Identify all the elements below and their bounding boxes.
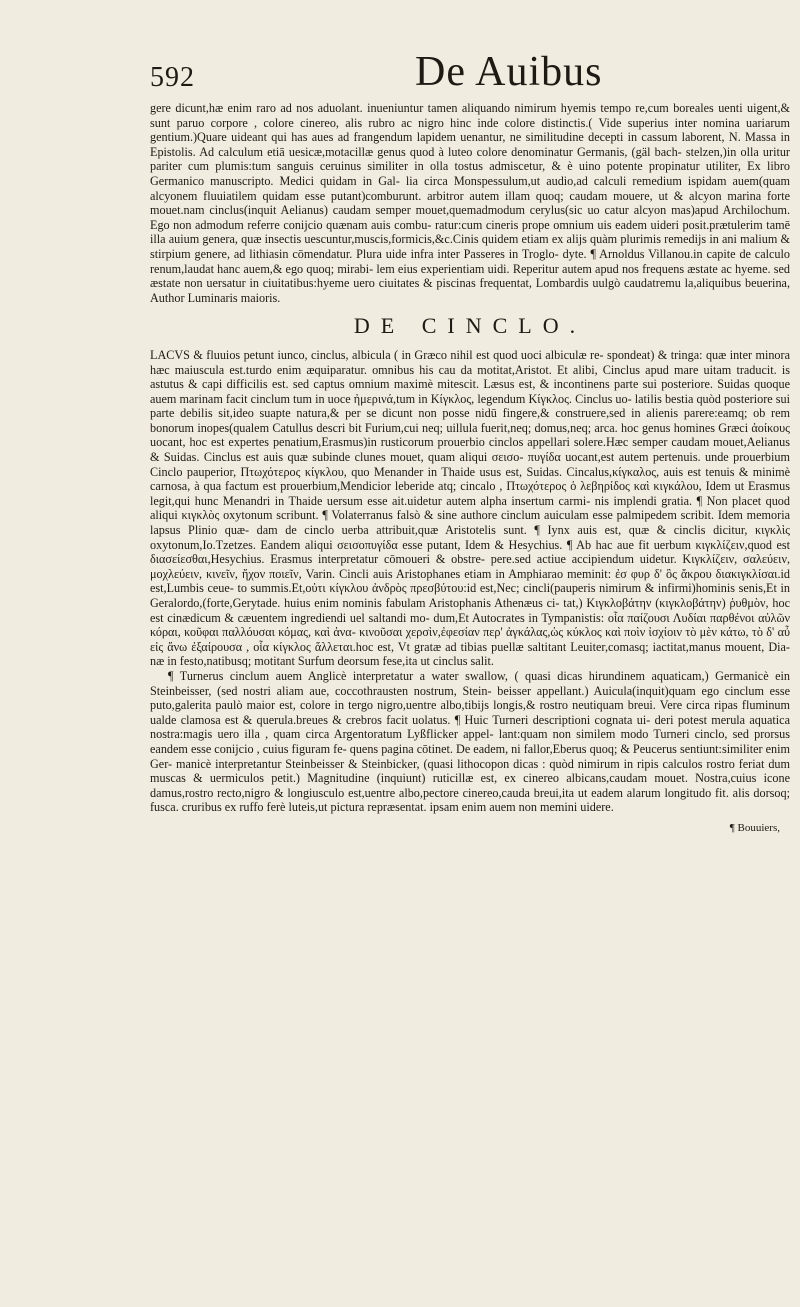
- section-heading: DE CINCLO.: [353, 313, 587, 339]
- paragraph-top: gere dicunt,hæ enim raro ad nos aduolant. inueniuntur tamen aliquando nimirum hyemis tempo re,cum boreales uenti uigent,& sunt paruo corpore , colore cinereo, alis rubro ac nigro hinc inde colore distinctis.( Vide superius inter nomina uariarum gentium.)Quare uideant qui has aues ad frangendum lapidem uenantur, ne similitudine decepti in cassum laborent, N. Massa in Epistolis. Ad calculum etiā uesicæ,motacillæ genus quod à luteo colore denominatur Germanis, (gäl bach- stelzen,)in olla uritur pariter cum plumis:tum sanguis ceruinus similiter in olla tostus admiscetur, & è uino potente propinatur utiliter, Ex libro Germanico manuscripto. Medici quidam in Gal- lia circa Monspessulum,ut audio,ad calculi remedium ispidam auem(quam alcyonem fluuiatilem quidam esse putant)comburunt. arbitror autem illam quoq; caudam mouere, ut & alcyon marina forte mouet.nam cinclus(inquit Aelianus) caudam semper mouet,quemadmodum cerylus(sic uo catur alcyon mas)apud Archilochum. Ego non admodum referre conijcio quænam auis combu- ratur:cum cineris prope omnium uis eadem uideri posit.prætulerim tamē illa auium genera, quæ insectis uescuntur,muscis,formicis,&c.Cinis quidem etiam ex alijs quàm plurimis remedijs in ani malium & stirpium genere, ad lithiasin cōmendatur. Plura uide infra inter Passeres in Troglo- dyte. ¶ Arnoldus Villanou.in capite de calculo renum,laudat hanc auem,& ego quoq; mirabi- lem eius experientiam uidi. Reperitur autem apud nos frequens æstate ac hyeme. sed æstate non uersatur in ciuitatibus:hyeme uero ciuitates & piscinas frequentat, Lombardis uulgò caudatremu la,aliquibus beuerina, Author Luminaris maioris.: [150, 101, 790, 305]
- paragraph-cinclus-2: ¶ Turnerus cinclum auem Anglicè interpretatur a water swallow, ( quasi dicas hirundinem aquaticam,) Germanicè ein Steinbeisser, (sed nostri aliam aue, coccothrausten nostrum, Stein- beisser appellant.) Auicula(inquit)quam ego cinclum esse puto,galerita paulò maior est, colore in tergo nigro,uentre albo,tibijs longis,& rostro neutiquam breui. Vere circa ripas fluminum ualde clamosa est & querula.breues & crebros facit uolatus. ¶ Huic Turneri descriptioni cognata ui- deri potest merula aquatica nostra:magis uero illa , quam circa Argentoratum Lyßflicker appel- lant:quam non similem modo Turneri cinclo, sed prorsus eandem esse conijcio , cuius figuram fe- quens pagina cōtinet. De eadem, ni fallor,Eberus quoq; & Peucerus sentiunt:similiter enim Ger- manicè interpretantur Steinbeisser & Steinbicker, (quasi lithocopon dicas : quòd nimirum in ripis calculos rostro feriat dum muscas & uermiculos petit.) Magnitudine (inquiunt) ruticillæ est, ex cinereo albicans,caudam mouet. Nostra,cuius icone damus,rostro recto,nigro & longiusculo est,uentre albo,pectore cinereo,cauda breui,ita ut eadem alarum longitudo fit. alis dorsoq; fusca. cruribus ex ruffo ferè luteis,ut pictura repræsentat. ipsam enim auem non memini uidere.: [150, 668, 790, 815]
- paragraph-cinclus-1: LACVS & fluuios petunt iunco, cinclus, albicula ( in Græco nihil est quod uoci albiculæ re- spondeat) & tringa: quæ inter minora hæc maiuscula est.turdo enim æquiparatur. omnibus his cau da motitat,Aristot. Et alibi, Cinclus apud mare uitam traducit. is astutus & capi difficilis est. sed captus omnium maximè mitescit. Læsus est, & incontinens parte sui posteriore. Suidas quoque auem marinam facit cinclum tum in uoce ἠμερινά,tum in Κίγκλος, legendum Κίγκλος. Cinclus uo- latilis bestia quòd posteriore sui parte debilis sit,ideo suapte natura,& per se dicunt non posse nidū fingere,& construere,sed in alienis parere:eamq; ob rem bonorum inopes(qualem Catullus descri bit Furium,cui neq; uillula fuerit,neq; domus,neq; arca. hoc genus homines Græci ἀοίκους uocant, hoc est expertes penatium,Erasmus)in rusticorum prouerbio cinclos appellari solere.Hæc semper caudam mouet,Aelianus & Suidas. Cinclus est auis quæ subinde clunes mouet, quam aliqui σεισο- πυγίδα uocant,est autem pertenuis. unde prouerbium Cinclo pauperior, Πτωχότερος κίγκλου, quo Menander in Thaide usus est, Suidas. Cincalus,κίγκαλος, auis est tenuis & minimè carnosa, à qua factum est prouerbium,Mendicior leberide atq; cincalo , Πτωχότερος ὁ λεβηρίδος καὶ κιγκάλου, Idem ut Erasmus legit,qui hunc Menandri in Thaide uersum esse ait.uidetur autem alpha insertum carmi- nis implendi gratia. ¶ Non placet quod aliqui κιγκλὸς oxytonum scribunt. ¶ Volaterranus falsò & sine authore cinclum auiculam esse palmipedem scribit. Idem memoria lapsus Plinio quæ- dam de cinclo uerba attribuit,quæ Aristotelis sunt. ¶ Iynx auis est, quæ & cinclis dicitur, κιγκλὶς oxytonum,Io.Tzetzes. Eandem aliqui σεισοπυγίδα esse putant, Idem & Hesychius. ¶ Ab hac aue fit uerbum κιγκλίζειν,quod est διασείεσθαι,Hesychius. Erasmus interpretatur cōmoueri & obstre- pere.sed actiue accipiendum uidetur. Κιγκλίζειν, σαλεύειν, μοχλεύειν, κινεῖν, ἤχον ποιεῖν, Varin. Cincli auis Aristophanes etiam in Amphiarao meminit: ἐσ φυρ δ' ὃς ἄκρου διακιγκλίσαι.id est,Lumbis ceue- to summis.Et,οὐτι κίγκλου ἀνδρὸς πρεσβύτου:id est,Nec; cincli(pauperis nimirum & infirmi)hominis senis,Et in Geralordo,(forte,Gerytade. huius enim nominis fabulam Aristophanis Athenæus ci- tat,) Κιγκλοβάτην (κιγκλοβάτην) ῥυθμὸν, hoc est cinædicum & cæuentem ingrediendi uel saltandi mo- dum,Et Autocrates in Tympanistis: οἷα παίζουσι Λυδίαι παρθένοι αὐλῶν κόραι, κοῦφαι παλλόυσαι κόμας, καὶ ἀνα- κινοῦσαι χερσὶν,ἐφεσίαν περ' ἀγκάλας,ὡς κύκλος καὶ ποὶν ἰσχίοιν τὸ μὲν κάτω, τὸ δ' αὖ εἰς ἄνω ἐξαίρουσα , οἷα κίγκλος ἅλλεται.hoc est, Vt gratæ ad tibias puellæ saltitant Leuiter,comasq; iactitat,manus mouent, Dia- næ in festo,natibusq; motitant Surfum deorsum fese,ita ut cinclus salit.: [150, 347, 790, 669]
- running-head: De Auibus: [415, 49, 603, 95]
- body-text: [150, 101, 790, 836]
- page-header: [0, 40, 800, 110]
- catchword: ¶ Bouuiers,: [729, 821, 780, 834]
- page-number: 592: [150, 62, 195, 93]
